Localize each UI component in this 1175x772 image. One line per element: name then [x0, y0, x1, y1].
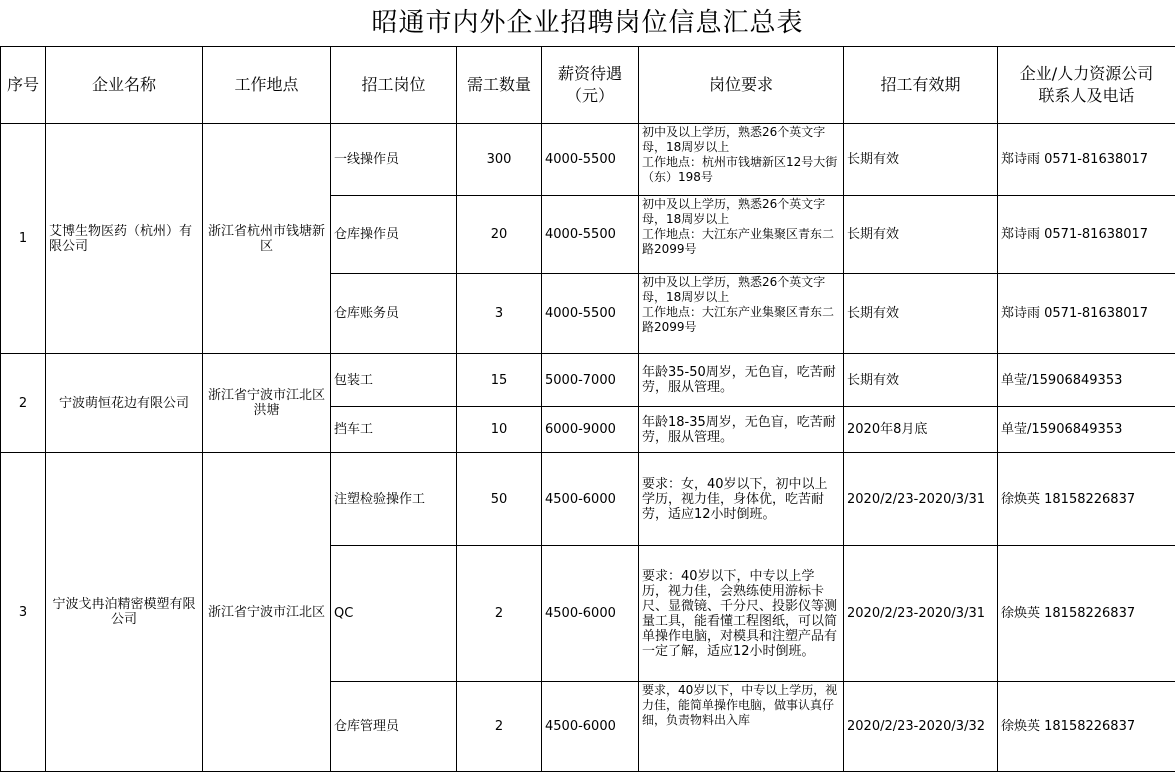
cell-period: 2020/2/23-2020/3/31 [844, 546, 998, 682]
header-contact-line2: 联系人及电话 [1001, 85, 1172, 107]
header-row [1, 47, 1175, 124]
header-salary-line2: （元） [545, 85, 635, 107]
cell-period: 2020年8月底 [844, 407, 998, 453]
cell-count: 2 [457, 546, 542, 682]
cell-requirements: 要求：40岁以下，中专以上学历，视力佳，会熟练使用游标卡尺、显微镜、千分尺、投影仪等测量工具，能看懂工程图纸，可以简单操作电脑，对模具和注塑产品有一定了解，适应12小时倒班。 [639, 546, 844, 682]
cell-requirements: 年龄18-35周岁，无色盲，吃苦耐劳，服从管理。 [639, 407, 844, 453]
header-salary [542, 47, 639, 124]
cell-period: 2020/2/23-2020/3/32 [844, 682, 998, 772]
cell-contact: 郑诗雨 0571-81638017 [998, 124, 1175, 196]
header-contact-line1: 企业/人力资源公司 [1001, 63, 1172, 85]
recruitment-table [0, 46, 1175, 772]
cell-position: 包装工 [331, 354, 457, 407]
cell-contact: 郑诗雨 0571-81638017 [998, 274, 1175, 354]
requirements-text: 初中及以上学历，熟悉26个英文字母，18周岁以上 工作地点：大江东产业集聚区青东二路2099号 [642, 275, 834, 334]
header-position: 招工岗位 [331, 47, 457, 124]
cell-salary: 4500-6000 [542, 453, 639, 546]
header-company: 企业名称 [46, 47, 203, 124]
header-seq: 序号 [1, 47, 46, 124]
requirements-text: 初中及以上学历，熟悉26个英文字母，18周岁以上 工作地点：大江东产业集聚区青东二路2099号 [642, 197, 834, 256]
table-row [1, 124, 1175, 196]
header-salary-line1: 薪资待遇 [545, 63, 635, 85]
cell-location: 浙江省杭州市钱塘新区 [203, 124, 331, 354]
cell-position: 仓库管理员 [331, 682, 457, 772]
cell-location: 浙江省宁波市江北区 [203, 453, 331, 772]
header-contact [998, 47, 1175, 124]
cell-contact: 郑诗雨 0571-81638017 [998, 196, 1175, 274]
table-row [1, 453, 1175, 546]
cell-position: 挡车工 [331, 407, 457, 453]
cell-period: 长期有效 [844, 196, 998, 274]
cell-requirements: 要求：女，40岁以下，初中以上学历，视力佳，身体优，吃苦耐劳，适应12小时倒班。 [639, 453, 844, 546]
cell-salary: 4500-6000 [542, 682, 639, 772]
cell-requirements: 要求，40岁以下，中专以上学历，视力佳，能简单操作电脑，做事认真仔细，负责物料出入库 [639, 682, 844, 772]
cell-location: 浙江省宁波市江北区洪塘 [203, 354, 331, 453]
cell-contact: 单莹/15906849353 [998, 407, 1175, 453]
cell-contact: 徐焕英 18158226837 [998, 546, 1175, 682]
cell-position: 仓库操作员 [331, 196, 457, 274]
cell-position: 仓库账务员 [331, 274, 457, 354]
header-period: 招工有效期 [844, 47, 998, 124]
cell-seq: 2 [1, 354, 46, 453]
cell-period: 2020/2/23-2020/3/31 [844, 453, 998, 546]
cell-period: 长期有效 [844, 124, 998, 196]
cell-count: 15 [457, 354, 542, 407]
cell-contact: 徐焕英 18158226837 [998, 682, 1175, 772]
cell-seq: 3 [1, 453, 46, 772]
cell-company: 宁波萌恒花边有限公司 [46, 354, 203, 453]
cell-period: 长期有效 [844, 274, 998, 354]
cell-count: 300 [457, 124, 542, 196]
cell-company: 宁波戈冉泊精密模塑有限公司 [46, 453, 203, 772]
header-location: 工作地点 [203, 47, 331, 124]
cell-salary: 4000-5500 [542, 196, 639, 274]
cell-requirements [639, 274, 844, 354]
header-requirements: 岗位要求 [639, 47, 844, 124]
cell-count: 2 [457, 682, 542, 772]
cell-requirements: 年龄35-50周岁，无色盲，吃苦耐劳，服从管理。 [639, 354, 844, 407]
cell-position: 一线操作员 [331, 124, 457, 196]
requirements-text: 初中及以上学历，熟悉26个英文字母，18周岁以上 工作地点：杭州市钱塘新区12号大街（东）198号 [642, 125, 837, 184]
table-title: 昭通市内外企业招聘岗位信息汇总表 [0, 0, 1175, 46]
cell-count: 50 [457, 453, 542, 546]
cell-salary: 6000-9000 [542, 407, 639, 453]
cell-salary: 4000-5500 [542, 274, 639, 354]
cell-position: 注塑检验操作工 [331, 453, 457, 546]
cell-contact: 单莹/15906849353 [998, 354, 1175, 407]
cell-seq: 1 [1, 124, 46, 354]
cell-count: 10 [457, 407, 542, 453]
table-row [1, 354, 1175, 407]
cell-count: 20 [457, 196, 542, 274]
cell-salary: 4000-5500 [542, 124, 639, 196]
cell-salary: 5000-7000 [542, 354, 639, 407]
cell-period: 长期有效 [844, 354, 998, 407]
cell-position: QC [331, 546, 457, 682]
cell-contact: 徐焕英 18158226837 [998, 453, 1175, 546]
cell-company: 艾博生物医药（杭州）有限公司 [46, 124, 203, 354]
cell-requirements [639, 124, 844, 196]
cell-requirements [639, 196, 844, 274]
header-count: 需工数量 [457, 47, 542, 124]
cell-salary: 4500-6000 [542, 546, 639, 682]
cell-count: 3 [457, 274, 542, 354]
